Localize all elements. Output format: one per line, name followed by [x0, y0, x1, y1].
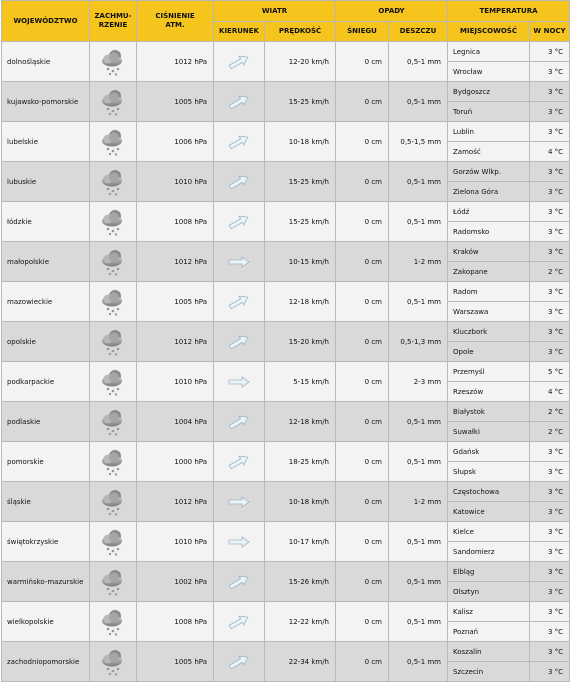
night-temperature: 4 °C: [530, 382, 570, 402]
snow-value: 0 cm: [336, 162, 389, 202]
city-name: Kraków: [448, 242, 530, 262]
night-temperature: 3 °C: [530, 642, 570, 662]
table-row: [2, 482, 570, 502]
pressure-value: 1012 hPa: [137, 242, 214, 282]
pressure-value: 1005 hPa: [137, 282, 214, 322]
city-name: Lublin: [448, 122, 530, 142]
table-row: [2, 402, 570, 422]
table-row: [2, 202, 570, 222]
wind-speed-value: 12-22 km/h: [265, 602, 336, 642]
region-name: świętokrzyskie: [2, 522, 90, 562]
night-temperature: 3 °C: [530, 502, 570, 522]
rain-value: 0,5-1 mm: [389, 42, 448, 82]
night-temperature: 3 °C: [530, 182, 570, 202]
region-name: lubelskie: [2, 122, 90, 162]
wind-speed-value: 22-34 km/h: [265, 642, 336, 682]
wind-speed-value: 15-26 km/h: [265, 562, 336, 602]
region-name: łódzkie: [2, 202, 90, 242]
wind-speed-value: 15-20 km/h: [265, 322, 336, 362]
wind-direction-arrow-icon: [214, 522, 265, 562]
pressure-value: 1008 hPa: [137, 202, 214, 242]
cloud-snow-icon: [90, 122, 137, 162]
wind-direction-arrow-icon: [214, 402, 265, 442]
rain-value: 1-2 mm: [389, 242, 448, 282]
rain-value: 0,5-1 mm: [389, 402, 448, 442]
rain-value: 1-2 mm: [389, 482, 448, 522]
city-name: Zielona Góra: [448, 182, 530, 202]
region-name: podlaskie: [2, 402, 90, 442]
night-temperature: 3 °C: [530, 202, 570, 222]
wind-speed-value: 12-18 km/h: [265, 402, 336, 442]
wind-speed-value: 12-20 km/h: [265, 42, 336, 82]
night-temperature: 3 °C: [530, 522, 570, 542]
wind-speed-value: 18-25 km/h: [265, 442, 336, 482]
night-temperature: 3 °C: [530, 542, 570, 562]
region-name: małopolskie: [2, 242, 90, 282]
night-temperature: 3 °C: [530, 602, 570, 622]
city-name: Elbląg: [448, 562, 530, 582]
city-name: Kalisz: [448, 602, 530, 622]
cloud-snow-icon: [90, 402, 137, 442]
region-name: kujawsko-pomorskie: [2, 82, 90, 122]
header-wind: WIATR: [214, 1, 336, 22]
snow-value: 0 cm: [336, 642, 389, 682]
pressure-value: 1000 hPa: [137, 442, 214, 482]
header-temperature: TEMPERATURA: [448, 1, 570, 22]
wind-speed-value: 10-15 km/h: [265, 242, 336, 282]
rain-value: 0,5-1,5 mm: [389, 122, 448, 162]
night-temperature: 3 °C: [530, 242, 570, 262]
night-temperature: 3 °C: [530, 342, 570, 362]
region-name: mazowieckie: [2, 282, 90, 322]
rain-value: 0,5-1 mm: [389, 602, 448, 642]
snow-value: 0 cm: [336, 82, 389, 122]
weather-table: [1, 0, 570, 682]
night-temperature: 2 °C: [530, 422, 570, 442]
city-name: Rzeszów: [448, 382, 530, 402]
night-temperature: 3 °C: [530, 462, 570, 482]
city-name: Poznań: [448, 622, 530, 642]
pressure-value: 1012 hPa: [137, 322, 214, 362]
night-temperature: 2 °C: [530, 262, 570, 282]
city-name: Łódź: [448, 202, 530, 222]
snow-value: 0 cm: [336, 242, 389, 282]
cloud-snow-icon: [90, 202, 137, 242]
city-name: Kluczbork: [448, 322, 530, 342]
city-name: Szczecin: [448, 662, 530, 682]
pressure-value: 1008 hPa: [137, 602, 214, 642]
snow-value: 0 cm: [336, 482, 389, 522]
city-name: Zamość: [448, 142, 530, 162]
rain-value: 0,5-1 mm: [389, 162, 448, 202]
pressure-value: 1005 hPa: [137, 642, 214, 682]
weather-table-body: [2, 42, 570, 682]
pressure-value: 1006 hPa: [137, 122, 214, 162]
wind-direction-arrow-icon: [214, 242, 265, 282]
cloud-snow-icon: [90, 602, 137, 642]
night-temperature: 3 °C: [530, 62, 570, 82]
table-row: [2, 282, 570, 302]
wind-direction-arrow-icon: [214, 82, 265, 122]
night-temperature: 3 °C: [530, 282, 570, 302]
header-wind-speed: PRĘDKOŚĆ: [265, 22, 336, 42]
pressure-value: 1012 hPa: [137, 42, 214, 82]
city-name: Gdańsk: [448, 442, 530, 462]
rain-value: 0,5-1 mm: [389, 202, 448, 242]
rain-value: 2-3 mm: [389, 362, 448, 402]
header-night: W NOCY: [530, 22, 570, 42]
pressure-value: 1010 hPa: [137, 362, 214, 402]
cloud-snow-icon: [90, 322, 137, 362]
city-name: Legnica: [448, 42, 530, 62]
city-name: Przemyśl: [448, 362, 530, 382]
cloud-snow-icon: [90, 642, 137, 682]
pressure-value: 1005 hPa: [137, 82, 214, 122]
wind-speed-value: 10-18 km/h: [265, 482, 336, 522]
city-name: Koszalin: [448, 642, 530, 662]
city-name: Białystok: [448, 402, 530, 422]
wind-direction-arrow-icon: [214, 642, 265, 682]
region-name: opolskie: [2, 322, 90, 362]
snow-value: 0 cm: [336, 282, 389, 322]
night-temperature: 3 °C: [530, 482, 570, 502]
night-temperature: 3 °C: [530, 562, 570, 582]
snow-value: 0 cm: [336, 522, 389, 562]
snow-value: 0 cm: [336, 602, 389, 642]
rain-value: 0,5-1 mm: [389, 82, 448, 122]
night-temperature: 3 °C: [530, 42, 570, 62]
cloud-snow-icon: [90, 242, 137, 282]
night-temperature: 3 °C: [530, 662, 570, 682]
night-temperature: 3 °C: [530, 122, 570, 142]
region-name: pomorskie: [2, 442, 90, 482]
rain-value: 0,5-1 mm: [389, 642, 448, 682]
header-region: WOJEWÓDZTWO: [2, 1, 90, 42]
city-name: Sandomierz: [448, 542, 530, 562]
cloud-snow-icon: [90, 162, 137, 202]
night-temperature: 3 °C: [530, 222, 570, 242]
night-temperature: 3 °C: [530, 302, 570, 322]
table-row: [2, 162, 570, 182]
wind-direction-arrow-icon: [214, 442, 265, 482]
table-row: [2, 362, 570, 382]
snow-value: 0 cm: [336, 42, 389, 82]
pressure-value: 1002 hPa: [137, 562, 214, 602]
wind-direction-arrow-icon: [214, 42, 265, 82]
city-name: Częstochowa: [448, 482, 530, 502]
wind-speed-value: 15-25 km/h: [265, 162, 336, 202]
night-temperature: 3 °C: [530, 322, 570, 342]
cloud-snow-icon: [90, 562, 137, 602]
wind-direction-arrow-icon: [214, 282, 265, 322]
pressure-value: 1012 hPa: [137, 482, 214, 522]
night-temperature: 5 °C: [530, 362, 570, 382]
snow-value: 0 cm: [336, 322, 389, 362]
night-temperature: 3 °C: [530, 442, 570, 462]
table-row: [2, 442, 570, 462]
region-name: dolnośląskie: [2, 42, 90, 82]
wind-direction-arrow-icon: [214, 162, 265, 202]
header-precip: OPADY: [336, 1, 448, 22]
table-row: [2, 602, 570, 622]
snow-value: 0 cm: [336, 122, 389, 162]
night-temperature: 2 °C: [530, 402, 570, 422]
region-name: wielkopolskie: [2, 602, 90, 642]
cloud-snow-icon: [90, 522, 137, 562]
wind-direction-arrow-icon: [214, 482, 265, 522]
city-name: Warszawa: [448, 302, 530, 322]
city-name: Zakopane: [448, 262, 530, 282]
region-name: lubuskie: [2, 162, 90, 202]
rain-value: 0,5-1 mm: [389, 562, 448, 602]
night-temperature: 3 °C: [530, 622, 570, 642]
wind-speed-value: 15-25 km/h: [265, 82, 336, 122]
snow-value: 0 cm: [336, 362, 389, 402]
pressure-value: 1010 hPa: [137, 522, 214, 562]
city-name: Radom: [448, 282, 530, 302]
region-name: podkarpackie: [2, 362, 90, 402]
cloud-snow-icon: [90, 442, 137, 482]
snow-value: 0 cm: [336, 402, 389, 442]
table-row: [2, 562, 570, 582]
table-row: [2, 522, 570, 542]
city-name: Gorzów Wlkp.: [448, 162, 530, 182]
table-row: [2, 642, 570, 662]
cloud-snow-icon: [90, 362, 137, 402]
pressure-value: 1004 hPa: [137, 402, 214, 442]
rain-value: 0,5-1 mm: [389, 282, 448, 322]
cloud-snow-icon: [90, 42, 137, 82]
wind-direction-arrow-icon: [214, 602, 265, 642]
city-name: Opole: [448, 342, 530, 362]
city-name: Olsztyn: [448, 582, 530, 602]
wind-speed-value: 10-17 km/h: [265, 522, 336, 562]
city-name: Słupsk: [448, 462, 530, 482]
wind-direction-arrow-icon: [214, 562, 265, 602]
snow-value: 0 cm: [336, 562, 389, 602]
pressure-value: 1010 hPa: [137, 162, 214, 202]
rain-value: 0,5-1,3 mm: [389, 322, 448, 362]
table-row: [2, 42, 570, 62]
night-temperature: 3 °C: [530, 162, 570, 182]
header-place: MIEJSCOWOŚĆ: [448, 22, 530, 42]
city-name: Wrocław: [448, 62, 530, 82]
snow-value: 0 cm: [336, 202, 389, 242]
table-row: [2, 242, 570, 262]
header-snow: ŚNIEGU: [336, 22, 389, 42]
wind-direction-arrow-icon: [214, 362, 265, 402]
cloud-snow-icon: [90, 82, 137, 122]
header-cloud: ZACHMU- RZENIE: [90, 1, 137, 42]
region-name: śląskie: [2, 482, 90, 522]
table-row: [2, 82, 570, 102]
snow-value: 0 cm: [336, 442, 389, 482]
rain-value: 0,5-1 mm: [389, 442, 448, 482]
header-rain: DESZCZU: [389, 22, 448, 42]
wind-direction-arrow-icon: [214, 322, 265, 362]
city-name: Kielce: [448, 522, 530, 542]
table-row: [2, 122, 570, 142]
header-pressure: CIŚNIENIE ATM.: [137, 1, 214, 42]
city-name: Toruń: [448, 102, 530, 122]
city-name: Suwałki: [448, 422, 530, 442]
city-name: Katowice: [448, 502, 530, 522]
city-name: Radomsko: [448, 222, 530, 242]
city-name: Bydgoszcz: [448, 82, 530, 102]
night-temperature: 4 °C: [530, 142, 570, 162]
cloud-snow-icon: [90, 282, 137, 322]
wind-speed-value: 5-15 km/h: [265, 362, 336, 402]
night-temperature: 3 °C: [530, 102, 570, 122]
wind-speed-value: 15-25 km/h: [265, 202, 336, 242]
region-name: zachodniopomorskie: [2, 642, 90, 682]
wind-speed-value: 10-18 km/h: [265, 122, 336, 162]
wind-direction-arrow-icon: [214, 202, 265, 242]
header-wind-direction: KIERUNEK: [214, 22, 265, 42]
wind-direction-arrow-icon: [214, 122, 265, 162]
wind-speed-value: 12-18 km/h: [265, 282, 336, 322]
region-name: warmińsko-mazurskie: [2, 562, 90, 602]
night-temperature: 3 °C: [530, 582, 570, 602]
night-temperature: 3 °C: [530, 82, 570, 102]
rain-value: 0,5-1 mm: [389, 522, 448, 562]
table-row: [2, 322, 570, 342]
cloud-snow-icon: [90, 482, 137, 522]
